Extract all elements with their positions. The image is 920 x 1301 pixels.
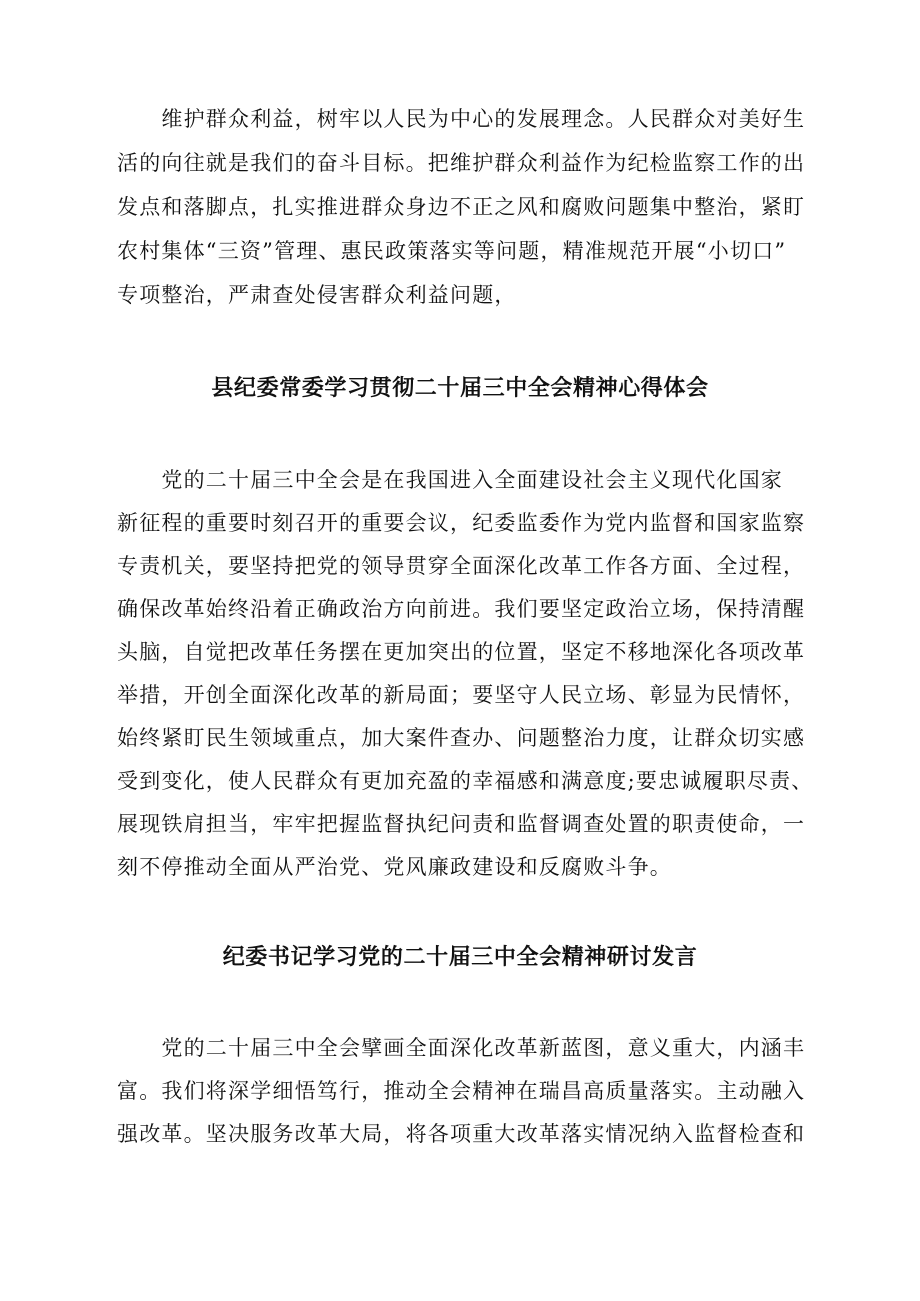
paragraph-line: 强改革。坚决服务改革大局，将各项重大改革落实情况纳入监督检查和: [117, 1122, 806, 1146]
paragraph-line: 确保改革始终沿着正确政治方向前进。我们要坚定政治立场，保持清醒: [117, 597, 806, 621]
section-heading: 县纪委常委学习贯彻二十届三中全会精神心得体会: [211, 376, 709, 401]
paragraph-line: 受到变化，使人民群众有更加充盈的幸福感和满意度;要忠诚履职尽责、: [117, 769, 814, 793]
paragraph-line: 头脑，自觉把改革任务摆在更加突出的位置，坚定不移地深化各项改革: [117, 640, 806, 664]
paragraph-line: 活的向往就是我们的奋斗目标。把维护群众利益作为纪检监察工作的出: [117, 151, 806, 175]
section-heading: 纪委书记学习党的二十届三中全会精神研讨发言: [222, 945, 698, 970]
paragraph-line: 专项整治，严肃查处侵害群众利益问题，: [117, 283, 517, 307]
paragraph-line: 党的二十届三中全会是在我国进入全面建设社会主义现代化国家: [117, 468, 783, 492]
paragraph-line: 专责机关，要坚持把党的领导贯穿全面深化改革工作各方面、全过程，: [117, 554, 806, 578]
paragraph-line: 富。我们将深学细悟笃行，推动全会精神在瑞昌高质量落实。主动融入: [117, 1079, 806, 1103]
paragraph-line: 始终紧盯民生领域重点，加大案件查办、问题整治力度，让群众切实感: [117, 726, 806, 750]
paragraph-line: 维护群众利益，树牢以人民为中心的发展理念。人民群众对美好生: [117, 107, 806, 131]
paragraph-line: 举措，开创全面深化改革的新局面；要坚守人民立场、彰显为民情怀，: [117, 683, 806, 707]
paragraph-line: 新征程的重要时刻召开的重要会议，纪委监委作为党内监督和国家监察: [117, 511, 806, 535]
paragraph-line: 发点和落脚点，扎实推进群众身边不正之风和腐败问题集中整治，紧盯: [117, 195, 806, 219]
paragraph-line: 展现铁肩担当，牢牢把握监督执纪问责和监督调查处置的职责使命，一: [117, 812, 806, 836]
paragraph-line: 刻不停推动全面从严治党、党风廉政建设和反腐败斗争。: [117, 855, 672, 879]
paragraph-line: 农村集体“三资”管理、惠民政策落实等问题，精准规范开展“小切口”: [117, 239, 787, 263]
paragraph-line: 党的二十届三中全会擘画全面深化改革新蓝图，意义重大，内涵丰: [117, 1036, 806, 1060]
